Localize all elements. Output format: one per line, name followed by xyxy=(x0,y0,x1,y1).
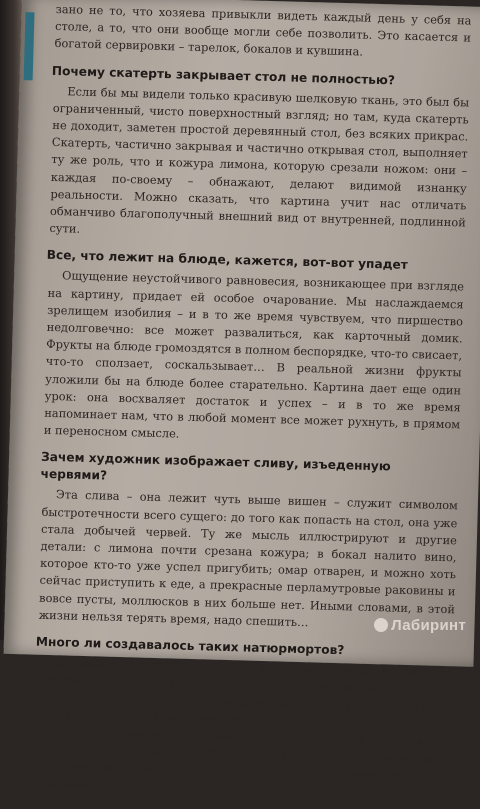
heading-dish: Все, что лежит на блюде, кажется, вот-вот упадет xyxy=(46,248,409,273)
heading-tablecloth: Почему скатерть закрывает стол не полностью? xyxy=(51,63,396,88)
accent-bar xyxy=(24,12,35,80)
paragraph-tablecloth: Если бы мы видели только красивую шелковую ткань, это был бы ограниченный, чисто поверхностный взгляд; но там, куда скатерть не доходит, заметен простой деревянный стол, без всяких прикрас. Скатерть, частично закрывая и частично открывая стол, выполняет ту же роль, что и кожура лимона, которую срезали ножом: они – каждая по-своему – обнажают, делают видимой изнанку реальности. Можно сказать, что картина учит нас отличать обманчиво благополучный внешний вид от внутренней, подлинной сути. xyxy=(49,83,470,236)
paragraph-plum: Эта слива – она лежит чуть выше вишен – служит символом быстротечности всего сущего: до того как попасть на стол, она уже стала добычей червей. Ту же мысль иллюстрируют и другие детали: с лимона почти срезана кожура; в бокал налито вино, которое кто-то уже успел пригубить; омар отварен, и можно хоть сейчас приступить к еде, а прекрасные перламутровые раковины и вовсе пусты, моллюсков в них больше нет. Иными словами, в этой жизни нельзя терять время, надо спешить… xyxy=(38,487,459,630)
book-page xyxy=(4,0,480,792)
watermark-text: Лабиринт xyxy=(391,617,466,634)
heading-plum: Зачем художник изображает сливу, изъеденную червями? xyxy=(40,450,391,484)
paragraph-still-lifes: Да, много, и они пользовались большим успехом. Художники, которые – как Ян Давидс де Хем – специализировались на такого рода картинах, умели в совершенстве передавать свойства и фактуру различных материалов: бархатистость персика, матово-влажную поверхность винограда, хрупкость раковины, прозрачность стекла. Натюрморты требовали от живописца поистине виртуозного владения кистью. В XVII веке их охотно заказывали xyxy=(33,655,454,792)
watermark-logo-icon xyxy=(374,618,388,632)
paragraph-dish: Ощущение неустойчивого равновесия, возникающее при взгляде на картину, придает ей особое очарование. Мы наслаждаемся зрелищем изобилия – и в то же время чувствуем, что пиршество недолговечно: все может развалиться, как карточный домик. Фрукты на блюде громоздятся в полном беспорядке, что-то свисает, что-то сползает, соскальзывает… В реальной жизни фрукты уложили бы на блюде более старательно. Картина дает еще один урок: она восхваляет достаток и успех – и в то же время напоминает нам, что в любой момент все может рухнуть, в прямом и переносном смысле. xyxy=(43,268,465,441)
heading-still-lifes: Много ли создавалось таких натюрмортов? xyxy=(35,634,345,658)
page-content xyxy=(34,1,472,808)
paragraph-intro: зано не то, что хозяева привыкли видеть каждый день у себя на столе, а то, что они вообще могли себе позволить. Это касается и богатой сервировки – тарелок, бокалов и кувшина. xyxy=(54,1,472,59)
watermark xyxy=(374,617,466,634)
